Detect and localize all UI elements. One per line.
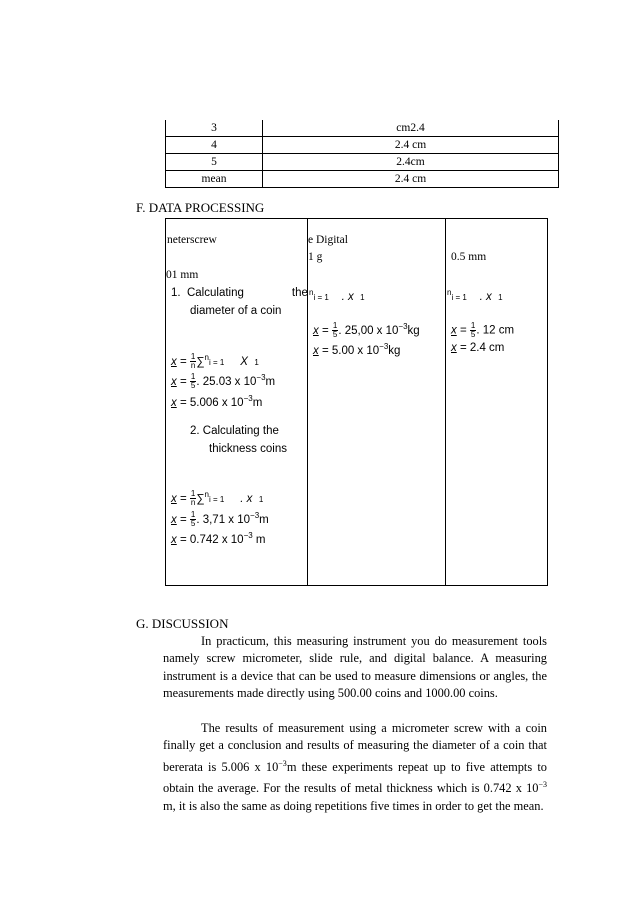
- numerator: 1: [332, 321, 338, 331]
- denominator: n: [190, 361, 196, 371]
- unit: kg: [388, 344, 401, 357]
- equation-thickness-sum: x = $\frac{1}{5}$ . 3,71 x $10^{-3}m$: [171, 510, 269, 529]
- x-var: x: [171, 533, 177, 546]
- exponent: −3: [243, 531, 253, 540]
- unit: m: [259, 513, 269, 526]
- equation-mass-result: [313, 342, 400, 357]
- equation-result: = 5.00 x 10: [318, 344, 380, 357]
- equation-result: = 2.4 cm: [456, 342, 505, 354]
- equation-result: = 5.006 x 10: [176, 396, 244, 409]
- table-cell: 2.4cm: [263, 154, 559, 171]
- numerator: 1: [190, 352, 196, 362]
- denominator: 5: [470, 330, 476, 339]
- xi-var: . x: [240, 492, 253, 505]
- equation-result: = 0.742 x 10: [176, 533, 244, 546]
- column-divider: [307, 218, 308, 585]
- equation-value: . 25.03 x 10: [196, 375, 257, 388]
- table-cell: 5: [166, 154, 263, 171]
- column-divider: [445, 218, 446, 585]
- exponent: −3: [379, 342, 389, 351]
- col2-sum-formula: [309, 288, 365, 303]
- discussion-text: m these experiments repeat up to five attempts to obtain the average. For the results of metal thickness which is 0.742 x 10: [163, 759, 547, 796]
- sum-sub: i = 1: [208, 494, 225, 504]
- table-cell: mean: [166, 171, 263, 188]
- xi-var: . x: [341, 290, 354, 303]
- col1-header: neterscrew: [167, 234, 217, 246]
- equation-value: . 12 cm: [476, 324, 515, 337]
- equation-thickness-result: [171, 531, 265, 546]
- section-heading-data-processing: F. DATA PROCESSING: [136, 200, 265, 215]
- x-var: x: [171, 396, 177, 409]
- xi-sub: 1: [360, 292, 365, 302]
- xi-var: X: [240, 355, 248, 368]
- item2-line1: 2. Calculating the: [190, 425, 279, 437]
- equation-mean-formula-2: x = $\frac{1}{n}$ ∑$^n$i = 1 . x 1: [171, 489, 264, 508]
- x-var: x: [451, 324, 457, 337]
- table-cell: 2.4 cm: [263, 137, 559, 154]
- exponent: −3: [398, 322, 408, 331]
- sum-sup: n: [447, 288, 452, 297]
- denominator: 5: [190, 381, 196, 391]
- sum-sup: n: [309, 288, 314, 297]
- numerator: 1: [190, 372, 196, 382]
- col3-sum-formula: [447, 288, 503, 303]
- col3-subheader: 0.5 mm: [451, 251, 487, 263]
- xi-sub: 1: [498, 292, 503, 302]
- numerator: 1: [190, 510, 196, 520]
- sum-sub: i = 1: [451, 292, 467, 302]
- discussion-paragraph-1: In practicum, this measuring instrument you do measurement tools namely screw micrometer, slide rule, and digital balance. A measuring instrument is a device that can be used to measure dimensions or angles, the measurements made directly using 500.00 coins and 1000.00 coins.: [163, 634, 547, 701]
- xi-var: . x: [479, 290, 492, 303]
- discussion-text: m, it is also the same as doing repetitions five times in order to get the mean.: [163, 798, 544, 813]
- exponent: −3: [243, 394, 253, 403]
- table-row: [166, 154, 559, 171]
- table-cell: 2.4 cm: [263, 171, 559, 188]
- item1-number: 1.: [171, 287, 181, 299]
- table-row: [166, 137, 559, 154]
- equation-diameter-sum: x = $\frac{1}{5}$ . 25.03 x $10^{-3}m$: [171, 372, 276, 391]
- xi-sub: 1: [258, 494, 264, 504]
- exponent: −3: [250, 511, 260, 520]
- xi-sub: 1: [254, 357, 259, 367]
- exponent: −3: [278, 758, 287, 768]
- equation-mass-sum: x = $\frac{1}{5}$ . 25,00 x $10^{-3}kg$: [313, 321, 420, 340]
- table-row: [166, 171, 559, 188]
- x-var: x: [171, 513, 177, 526]
- x-var: x: [171, 355, 177, 368]
- item1-heading: [171, 287, 308, 299]
- numerator: 1: [190, 489, 196, 499]
- col2-header: e Digital: [308, 234, 348, 246]
- denominator: n: [190, 498, 196, 508]
- item1-line2: diameter of a coin: [190, 305, 282, 317]
- sum-sub: i = 1: [208, 357, 225, 367]
- sum-sub: i = 1: [313, 292, 329, 302]
- sum-symbol: ∑: [196, 355, 205, 368]
- discussion-text: The results of measurement using a micrometer screw with a coin finally get a conclusion and results of measuring the diameter of a coin that bererata is 5.006 x 10: [163, 721, 547, 774]
- measurement-table: [165, 120, 559, 188]
- table-row: [166, 120, 559, 137]
- unit: m: [265, 375, 276, 388]
- unit: m: [252, 396, 263, 409]
- equation-mean-formula-1: x = $\frac{1}{n}$ ∑$^n$i = 1 X 1: [171, 352, 259, 371]
- equation-value: . 25,00 x 10: [338, 324, 399, 337]
- x-var: x: [171, 492, 177, 505]
- x-var: x: [313, 344, 319, 357]
- exponent: −3: [256, 373, 266, 382]
- discussion-paragraph-2: [163, 720, 547, 815]
- x-var: x: [451, 342, 457, 354]
- x-var: x: [171, 375, 177, 388]
- unit: m: [252, 533, 266, 546]
- sum-sup: n: [204, 490, 209, 499]
- exponent: −3: [538, 780, 547, 790]
- item1-word: Calculating: [186, 287, 244, 299]
- unit: kg: [407, 324, 420, 337]
- equation-value: . 3,71 x 10: [196, 513, 251, 526]
- equation-diameter-result: [171, 394, 262, 409]
- denominator: 5: [332, 330, 338, 340]
- item2-line2: thickness coins: [209, 443, 287, 455]
- table-cell: 3: [166, 120, 263, 137]
- x-var: x: [313, 324, 319, 337]
- section-heading-discussion: G. DISCUSSION: [136, 616, 229, 631]
- table-cell: 4: [166, 137, 263, 154]
- sum-sup: n: [204, 353, 209, 362]
- numerator: 1: [470, 321, 476, 330]
- item1-word: the: [291, 287, 308, 299]
- col2-subheader: 1 g: [308, 251, 323, 263]
- sum-symbol: ∑: [196, 492, 205, 505]
- table-cell: cm2.4: [263, 120, 559, 137]
- equation-length-result: [451, 342, 504, 354]
- equation-length-sum: x = $\frac{1}{5}$ . 12 cm: [451, 321, 515, 339]
- col1-subheader: 01 mm: [166, 269, 199, 281]
- denominator: 5: [190, 519, 196, 529]
